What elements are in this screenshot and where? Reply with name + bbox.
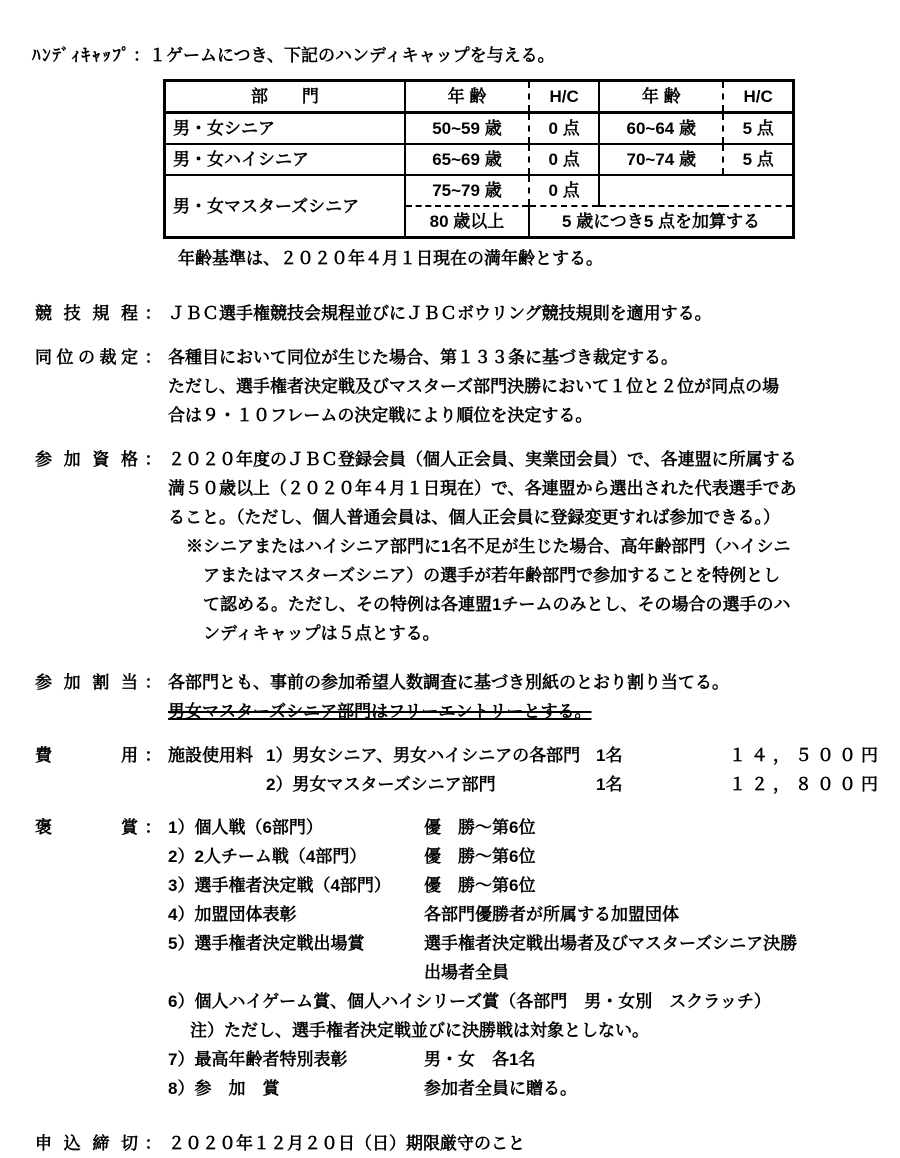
cell-hc: 0 点	[529, 144, 599, 175]
section-body	[168, 343, 883, 430]
cell-age: 80 歳以上	[405, 206, 529, 238]
section-colon: ：	[144, 450, 162, 469]
fee-count: 1名	[596, 746, 623, 765]
prize-note: 注）ただし、選手権者決定戦並びに決勝戦は対象としない。	[190, 1021, 649, 1040]
handicap-section	[32, 41, 900, 70]
handicap-table	[163, 79, 795, 239]
prize-name: 6）個人ハイゲーム賞、個人ハイシリーズ賞（各部門 男・女別 スクラッチ）	[168, 992, 771, 1011]
header-hc-2: H/C	[723, 81, 793, 113]
section-label: 費 用	[35, 746, 138, 765]
text-line: ること。（ただし、個人普通会員は、個人正会員に登録変更すれば参加できる。）	[168, 508, 780, 527]
section-deadline	[35, 1129, 900, 1158]
text-line: ただし、選手権者決定戦及びマスターズ部門決勝において１位と２位が同点の場	[168, 377, 780, 396]
section-competition-rules	[35, 299, 900, 328]
section-prizes	[35, 813, 900, 1103]
section-label: 褒 賞	[35, 818, 138, 837]
section-body	[168, 813, 883, 1103]
section-body	[168, 445, 883, 648]
fee-price: １２，８００円	[729, 775, 883, 794]
header-hc-1: H/C	[529, 81, 599, 113]
section-colon: ：	[144, 818, 162, 837]
cell-hc-note: 5 歳につき5 点を加算する	[529, 206, 793, 238]
cell-age: 75~79 歳	[405, 175, 529, 206]
header-age-1: 年 齢	[405, 81, 529, 113]
table-row-high-senior	[165, 144, 794, 175]
cell-hc: 5 点	[723, 113, 793, 145]
section-label: 同位の裁定	[35, 348, 138, 367]
text-line: 合は９・１０フレームの決定戦により順位を決定する。	[168, 406, 593, 425]
table-row-masters-upper	[165, 175, 794, 206]
section-label: 参 加 割 当	[35, 673, 138, 692]
cell-age: 65~69 歳	[405, 144, 529, 175]
cell-hc: 0 点	[529, 175, 599, 206]
prize-desc: 男・女 各1名	[424, 1050, 536, 1069]
prize-name: 2）2人チーム戦（4部門）	[168, 847, 367, 866]
prize-desc: 出場者全員	[424, 963, 509, 982]
table-header-row	[165, 81, 794, 113]
handicap-label: ﾊﾝﾃﾞｨｷｬｯﾌﾟ	[32, 46, 132, 65]
prize-item	[168, 1045, 883, 1074]
prize-desc: 優 勝～第6位	[424, 847, 536, 866]
section-label: 参 加 資 格	[35, 450, 138, 469]
prize-item	[168, 987, 883, 1016]
section-colon: ：	[144, 348, 162, 367]
section-text: ２０２０年１２月２０日（日）期限厳守のこと	[168, 1134, 525, 1153]
fee-prefix: 施設使用料	[168, 746, 253, 765]
cell-age: 50~59 歳	[405, 113, 529, 145]
special-note-line: ンディキャップは５点とする。	[203, 624, 440, 643]
prize-name: 3）選手権者決定戦（4部門）	[168, 876, 391, 895]
section-colon: ：	[144, 673, 162, 692]
text-line: 各部門とも、事前の参加希望人数調査に基づき別紙のとおり割り当てる。	[168, 673, 729, 692]
section-body	[168, 668, 883, 726]
section-colon: ：	[144, 746, 162, 765]
prize-desc: 優 勝～第6位	[424, 876, 536, 895]
prize-item	[168, 871, 883, 900]
special-note-line: ※シニアまたはハイシニア部門に1名不足が生じた場合、高年齢部門（ハイシニ	[186, 537, 791, 556]
prize-name: 1）個人戦（6部門）	[168, 818, 323, 837]
section-colon: ：	[144, 1134, 162, 1153]
fee-name: 2）男女マスターズシニア部門	[266, 775, 496, 794]
fee-row	[168, 770, 883, 799]
cell-age: 70~74 歳	[599, 144, 723, 175]
struck-text: 男女マスターズシニア部門はフリーエントリーとする。	[168, 702, 592, 721]
prize-name-spacer	[168, 958, 424, 987]
section-body	[168, 741, 883, 799]
prize-name: 7）最高年齢者特別表彰	[168, 1050, 348, 1069]
text-line: 各種目において同位が生じた場合、第１３３条に基づき裁定する。	[168, 348, 678, 367]
section-label: 申 込 締 切	[35, 1134, 138, 1153]
cell-empty	[599, 175, 793, 206]
prize-item	[168, 813, 883, 842]
prize-item	[168, 1074, 883, 1103]
cell-hc: 5 点	[723, 144, 793, 175]
cell-hc: 0 点	[529, 113, 599, 145]
header-division: 部 門	[165, 81, 405, 113]
handicap-colon: ：	[133, 46, 150, 65]
fee-row	[168, 741, 883, 770]
text-line: ２０２０年度のＪＢＣ登録会員（個人正会員、実業団会員）で、各連盟に所属する	[168, 450, 797, 469]
section-label: 競 技 規 程	[35, 304, 138, 323]
section-allocation	[35, 668, 900, 726]
cell-division-masters: 男・女マスターズシニア	[165, 175, 405, 238]
prize-item	[168, 900, 883, 929]
prize-name: 5）選手権者決定戦出場賞	[168, 934, 365, 953]
prize-name: 4）加盟団体表彰	[168, 905, 297, 924]
special-note-line: アまたはマスターズシニア）の選手が若年齢部門で参加することを特例とし	[203, 566, 781, 585]
handicap-text: １ゲームにつき、下記のハンディキャップを与える。	[149, 46, 555, 65]
fee-price: １４，５００円	[729, 746, 883, 765]
special-note-line: て認める。ただし、その特例は各連盟1チームのみとし、その場合の選手のハ	[203, 595, 791, 614]
section-colon: ：	[144, 304, 162, 323]
cell-age: 60~64 歳	[599, 113, 723, 145]
section-text: ＪＢＣ選手権競技会規程並びにＪＢＣボウリング競技規則を適用する。	[168, 304, 712, 323]
section-tie-ruling	[35, 343, 900, 430]
fee-name: 1）男女シニア、男女ハイシニアの各部門	[266, 746, 581, 765]
section-fees	[35, 741, 900, 799]
table-row-senior	[165, 113, 794, 145]
prize-desc: 優 勝～第6位	[424, 818, 536, 837]
fee-count: 1名	[596, 775, 623, 794]
age-basis-note: 年齢基準は、２０２０年４月１日現在の満年齢とする。	[178, 249, 603, 268]
section-eligibility	[35, 445, 900, 648]
cell-division: 男・女ハイシニア	[165, 144, 405, 175]
fee-prefix-spacer	[168, 770, 266, 799]
cell-division: 男・女シニア	[165, 113, 405, 145]
prize-item-continuation	[168, 958, 883, 987]
prize-desc: 選手権者決定戦出場者及びマスターズシニア決勝	[424, 934, 798, 953]
prize-desc: 参加者全員に贈る。	[424, 1079, 577, 1098]
prize-desc: 各部門優勝者が所属する加盟団体	[424, 905, 679, 924]
header-age-2: 年 齢	[599, 81, 723, 113]
text-line: 満５０歳以上（２０２０年４月１日現在）で、各連盟から選出された代表選手であ	[168, 479, 797, 498]
prize-item	[168, 842, 883, 871]
prize-name: 8）参 加 賞	[168, 1079, 280, 1098]
prize-item	[168, 929, 883, 958]
